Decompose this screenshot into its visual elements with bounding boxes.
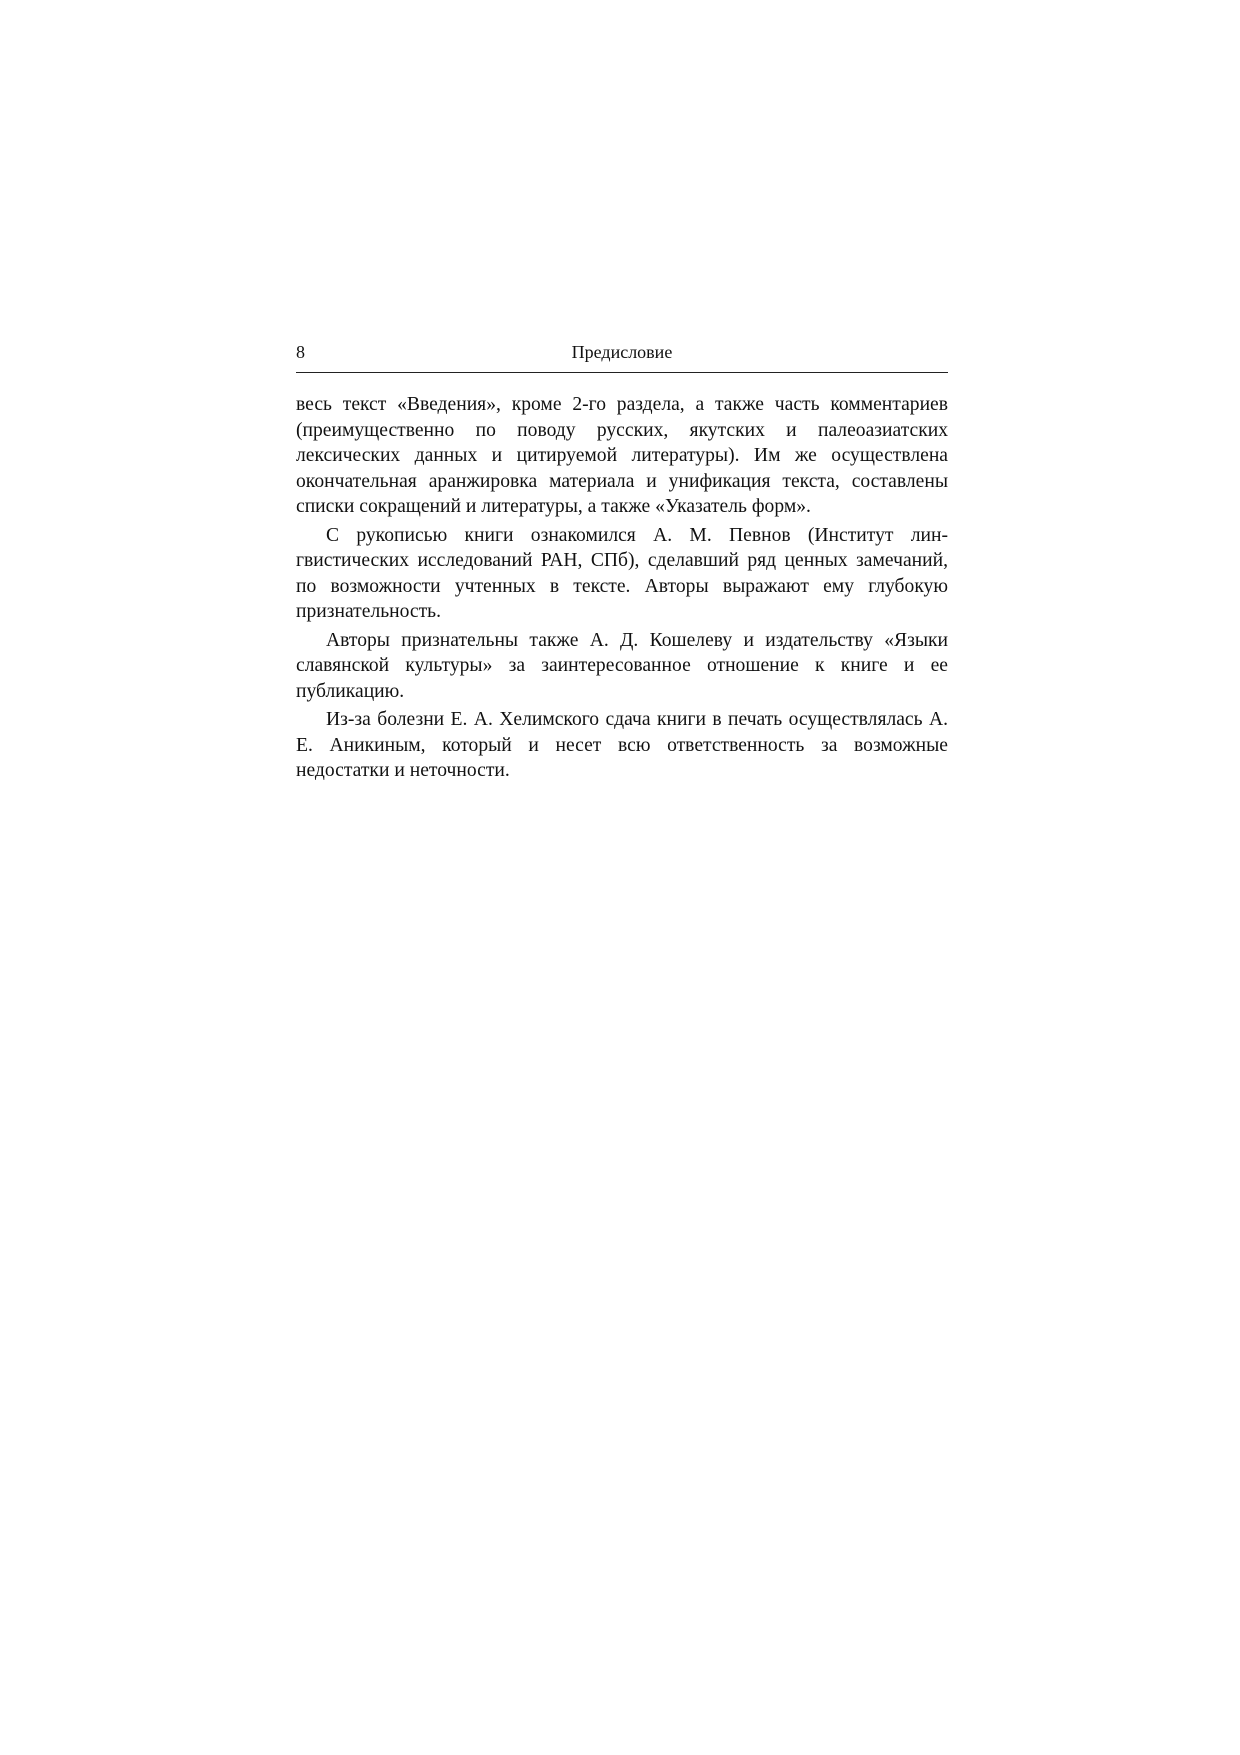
- paragraph: Из-за болезни Е. А. Хелимского сдача книги в печать осуществлялась А. Е. Аникиным, который и несет всю ответственность за возможные недостатки и неточности.: [296, 709, 948, 781]
- body-text: [296, 392, 948, 784]
- paragraph: Авторы признательны также А. Д. Кошелеву и издательству «Языки славянской культуры» за заинтересованное отношение к книге и ее публикацию.: [296, 629, 948, 702]
- paragraph: С рукописью книги ознакомился А. М. Певнов (Институт лингвистических исследований РАН, СПб), сделавший ряд ценных замечаний, по возможности учтенных в тексте. Авторы выражают ему глубокую признательность.: [296, 524, 948, 622]
- running-header: [296, 340, 948, 373]
- page-number: 8: [296, 342, 305, 362]
- running-title: Предисловие: [571, 342, 673, 362]
- paragraph: весь текст «Введения», кроме 2-го раздела, а также часть комментариев (преимущественно по поводу русских, якутских и палеоазиатских лексических данных и цитируемой литературы). Им же осуществлена окончательная аранжировка материала и унификация текста, составлены списки сокращений и литературы, а также «Указатель форм».: [296, 394, 948, 517]
